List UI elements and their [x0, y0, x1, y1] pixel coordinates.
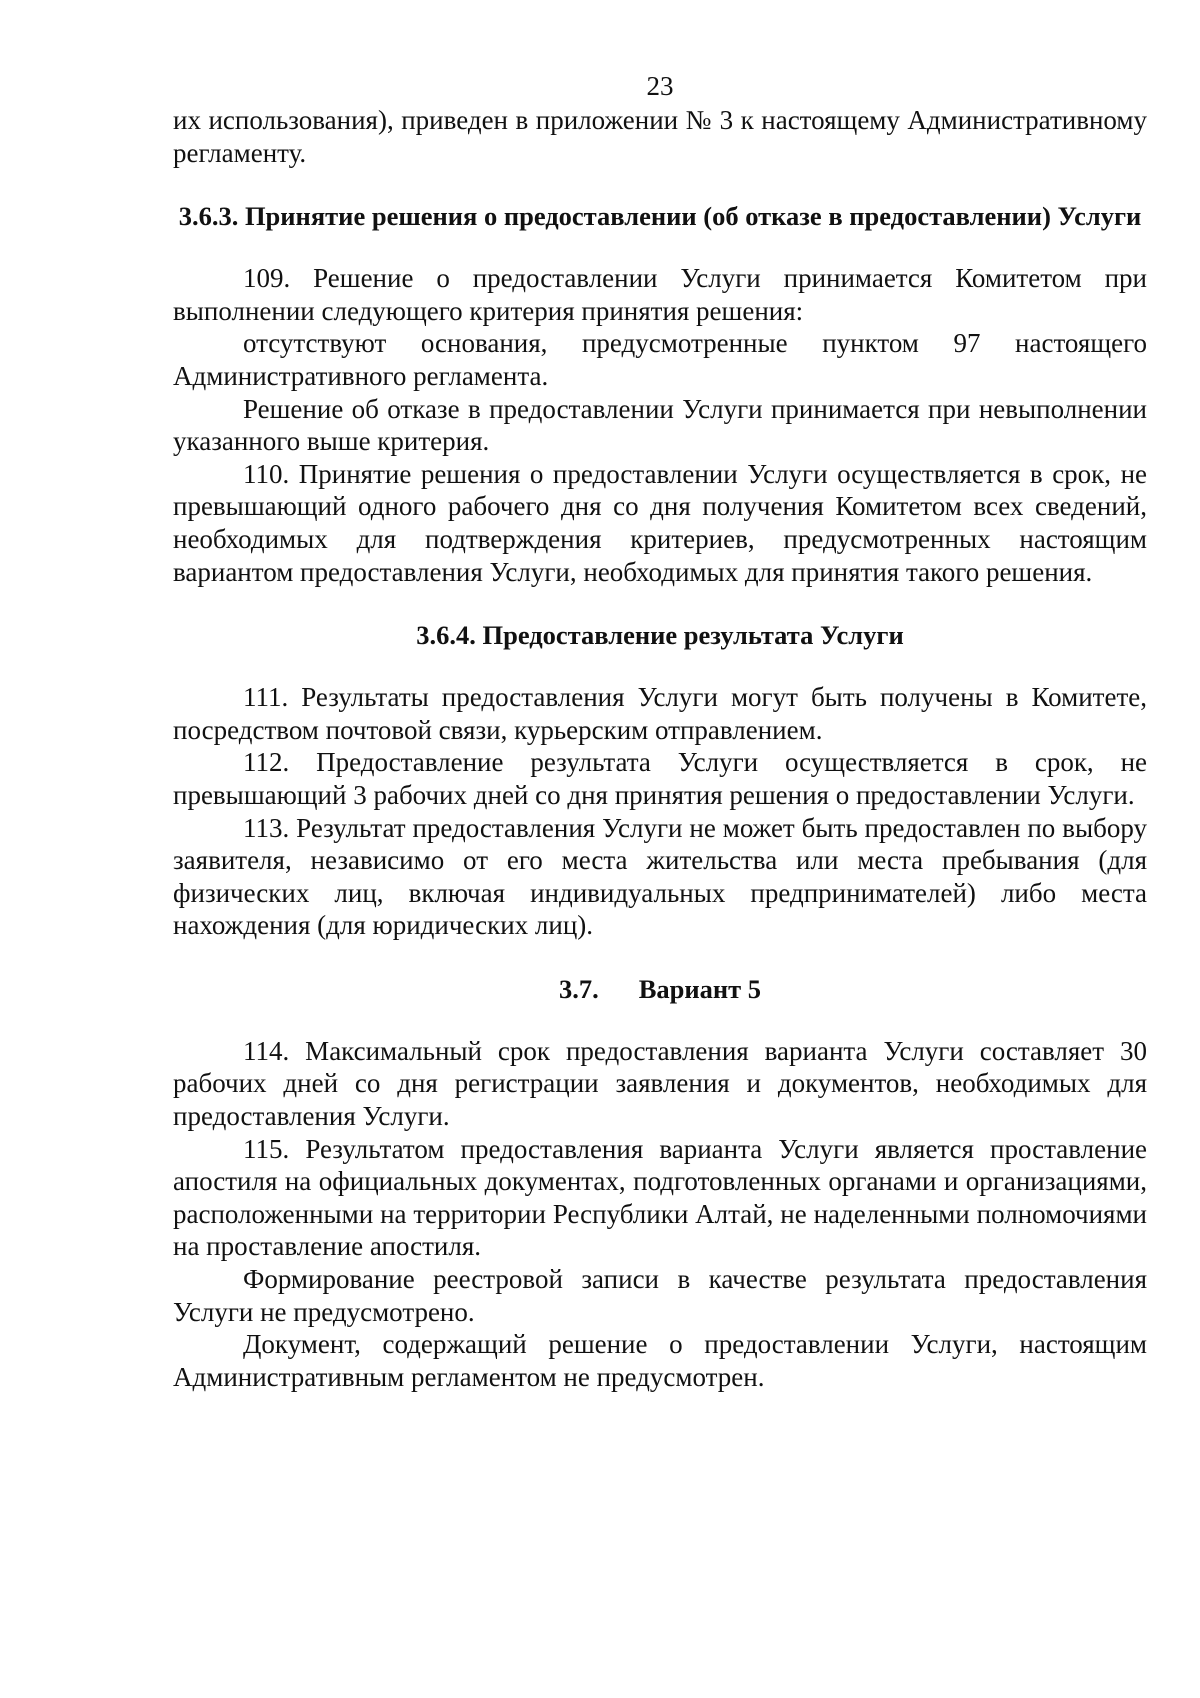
paragraph-109: 109. Решение о предоставлении Услуги принимается Комитетом при выполнении следующего критерия принятия решения:	[173, 263, 1147, 326]
paragraph-115-document: Документ, содержащий решение о предоставлении Услуги, настоящим Административным регламентом не предусмотрен.	[173, 1329, 1147, 1392]
paragraph-110: 110. Принятие решения о предоставлении Услуги осуществляется в срок, не превышающий одного рабочего дня со дня получения Комитетом всех сведений, необходимых для подтверждения критериев, предусмотренных настоящим вариантом предоставления Услуги, необходимых для принятия такого решения.	[173, 458, 1147, 587]
page-number: 23	[646, 71, 674, 101]
paragraph-109-criterion: отсутствуют основания, предусмотренные пунктом 97 настоящего Административного регламента.	[173, 328, 1147, 391]
paragraph-continuation: их использования), приведен в приложении № 3 к настоящему Административному регламенту.	[173, 105, 1147, 168]
paragraph-111: 111. Результаты предоставления Услуги могут быть получены в Комитете, посредством почтовой связи, курьерским отправлением.	[173, 682, 1147, 745]
paragraph-113: 113. Результат предоставления Услуги не может быть предоставлен по выбору заявителя, независимо от его места жительства или места пребывания (для физических лиц, включая индивидуальных предпринимателей) либо места нахождения (для юридических лиц).	[173, 812, 1147, 941]
paragraph-115-registry: Формирование реестровой записи в качестве результата предоставления Услуги не предусмотрено.	[173, 1264, 1147, 1327]
paragraph-114: 114. Максимальный срок предоставления варианта Услуги составляет 30 рабочих дней со дня регистрации заявления и документов, необходимых для предоставления Услуги.	[173, 1035, 1147, 1132]
heading-3-7-title: Вариант 5	[638, 973, 762, 1004]
document-page	[173, 70, 1147, 1393]
paragraph-109-refusal: Решение об отказе в предоставлении Услуги принимается при невыполнении указанного выше критерия.	[173, 393, 1147, 457]
heading-3-7-number: 3.7.	[558, 973, 599, 1004]
paragraph-115: 115. Результатом предоставления варианта Услуги является проставление апостиля на официальных документах, подготовленных органами и организациями, расположенными на территории Республики Алтай, не наделенными полномочиями на проставление апостиля.	[173, 1133, 1147, 1262]
heading-3-7	[173, 973, 1147, 1006]
heading-3-6-3: 3.6.3. Принятие решения о предоставлении (об отказе в предоставлении) Услуги	[178, 201, 1142, 232]
paragraph-112: 112. Предоставление результата Услуги осуществляется в срок, не превышающий 3 рабочих дней со дня принятия решения о предоставлении Услуги.	[173, 747, 1147, 810]
heading-3-6-4: 3.6.4. Предоставление результата Услуги	[416, 620, 904, 651]
